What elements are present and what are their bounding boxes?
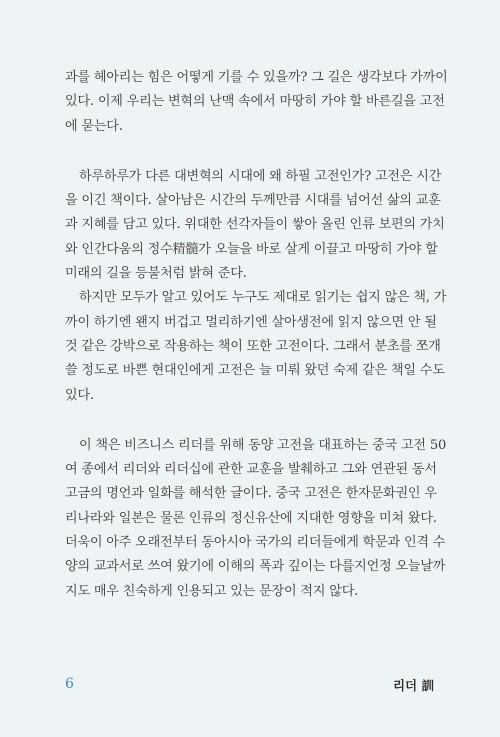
paragraph-gap [65,139,437,165]
text-line: 미래의 길을 등불처럼 밝혀 준다. [65,266,247,282]
paragraph-3 [65,286,447,407]
text-line: 더욱이 아주 오래전부터 동아시아 국가의 리더들에게 학문과 인격 수 [65,535,446,551]
text-line: 여 종에서 리더와 리더십에 관한 교훈을 발췌하고 그와 연관된 동서 [65,462,437,478]
text-line: 을 이긴 책이다. 살아남은 시간의 두께만큼 시대를 넘어선 삶의 교훈 [65,193,441,209]
text-line: 것 같은 강박으로 작용하는 책이 또한 고전이다. 그래서 분초를 쪼개 [65,338,441,354]
text-line: 고금의 명언과 일화를 해석한 글이다. 중국 고전은 한자문화권인 우 [65,486,437,502]
paragraph-1 [65,66,448,139]
text-line: 있다. 이제 우리는 변혁의 난맥 속에서 마땅히 가야 할 바른길을 고전 [65,94,445,110]
text-line: 까이 하기엔 왠지 버겁고 멀리하기엔 살아생전에 읽지 않으면 안 될 [65,314,437,330]
text-line: 지도 매우 친숙하게 인용되고 있는 문장이 적지 않다. [65,583,359,599]
text-line: 과 지혜를 담고 있다. 위대한 선각자들이 쌓아 올린 인류 보편의 가치 [65,217,445,233]
paragraph-gap [65,408,437,434]
text-line: 과를 헤아리는 힘은 어떻게 기를 수 있을까? 그 길은 생각보다 가까이 [65,70,448,85]
page-body [65,66,448,604]
text-line: 양의 교과서로 쓰여 왔기에 이해의 폭과 깊이는 다를지언정 오늘날까 [65,559,446,575]
text-line: 에 묻는다. [65,118,123,134]
text-line: 와 인간다움의 정수精髓가 오늘을 바로 살게 이끌고 마땅히 가야 할 [65,241,438,257]
paragraph-2 [65,165,445,286]
text-line: 있다. [65,387,94,403]
page-number: 6 [65,676,74,692]
paragraph-4 [65,434,447,604]
text-line: 쓸 정도로 바쁜 현대인에게 고전은 늘 미뤄 왔던 숙제 같은 책일 수도 [65,363,445,379]
text-line: 이 책은 비즈니스 리더를 위해 동양 고전을 대표하는 중국 고전 50 [79,437,447,453]
text-line: 리나라와 일본은 물론 인류의 정신유산에 지대한 영향을 미쳐 왔다. [65,510,437,526]
text-line: 하루하루가 다른 대변혁의 시대에 왜 하필 고전인가? 고전은 시간 [79,168,442,184]
running-title: 리더 訓 [392,678,434,693]
text-line: 하지만 모두가 알고 있어도 누구도 제대로 읽기는 쉽지 않은 책, 가 [79,290,447,306]
